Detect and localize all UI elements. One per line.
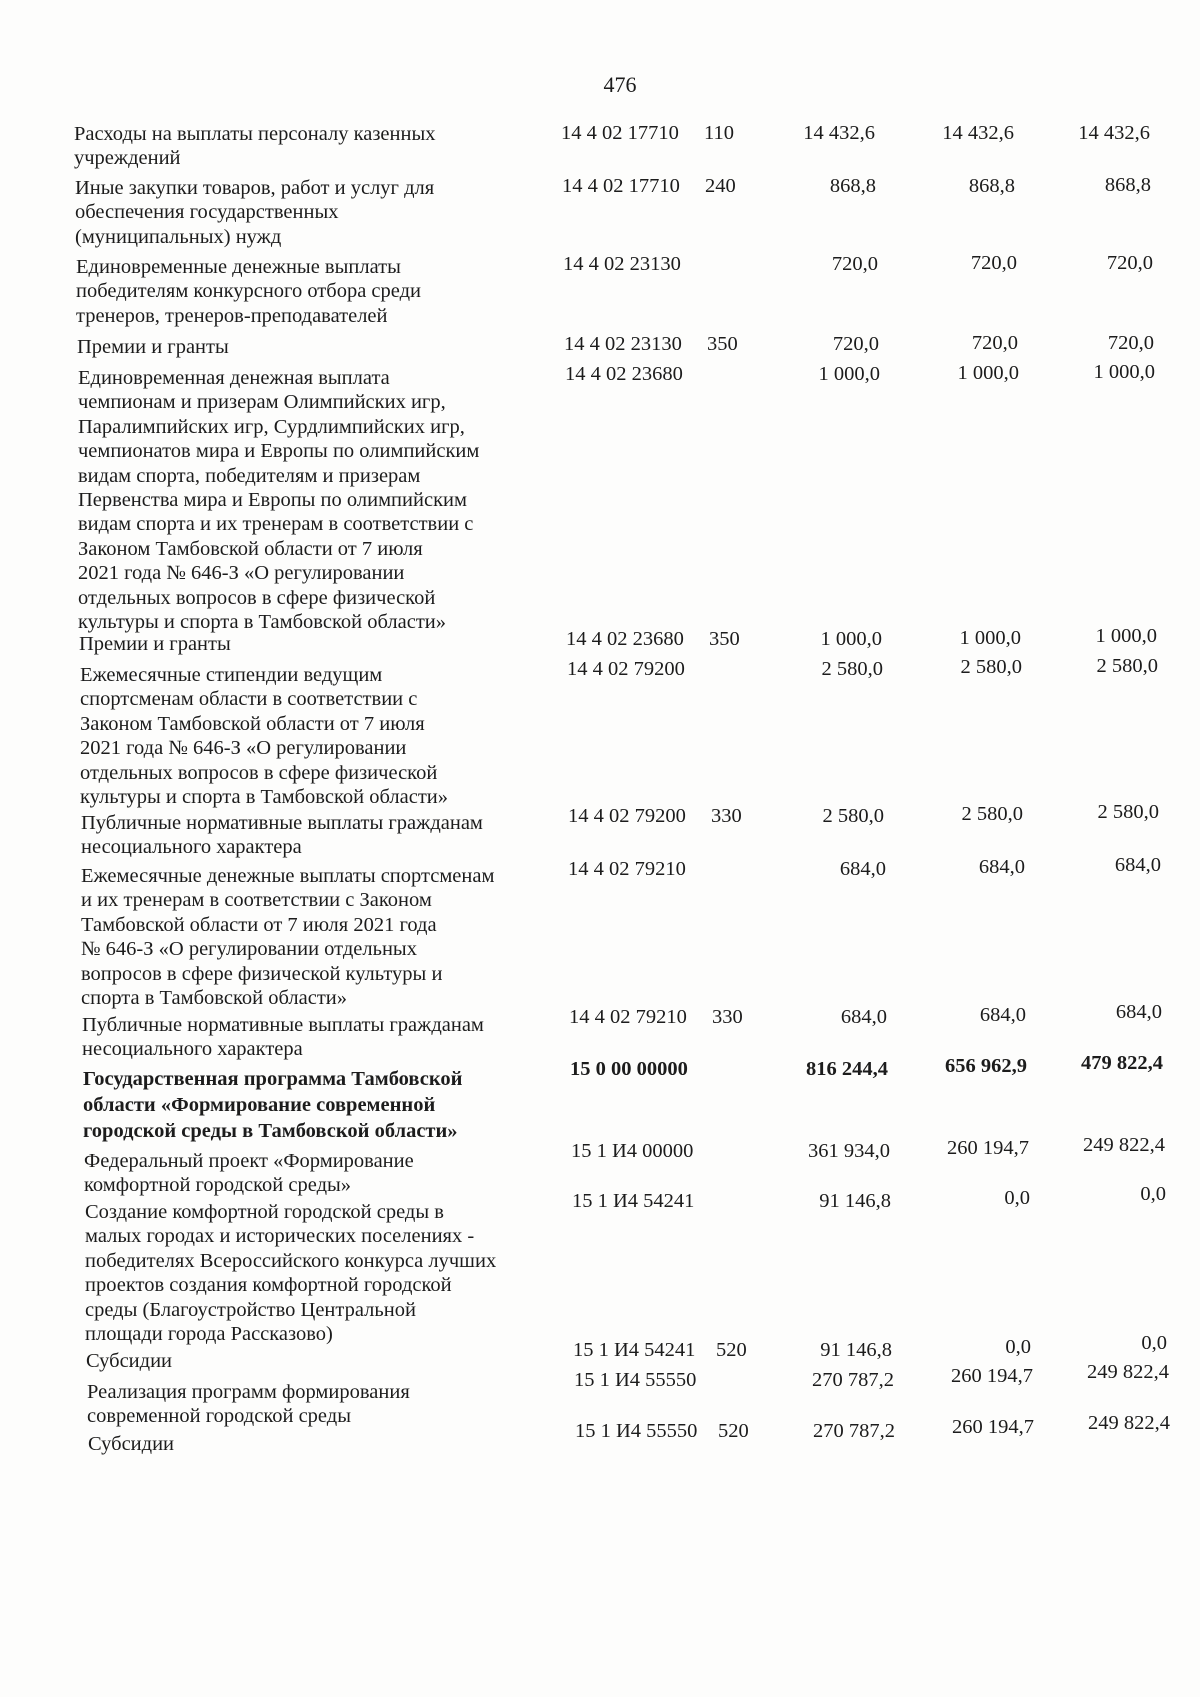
target-article-code: 15 1 И4 00000 [571,1140,694,1162]
target-article-code: 14 4 02 17710 [561,122,679,144]
amount-y2025: 1 000,0 [1095,625,1157,647]
amount-y2023: 270 787,2 [812,1369,894,1391]
expense-name: Создание комфортной городской среды в малых городах и исторических поселениях - победителях Всероссийского конкурса лучших проектов создания комфортной городской среды (Благоустройство Центральной площади города Рассказово) [85,1201,497,1346]
expense-name: Публичные нормативные выплаты гражданам несоциального характера [82,1014,484,1061]
amount-y2025: 14 432,6 [1078,122,1150,144]
target-article-code: 14 4 02 17710 [562,175,680,197]
expense-type-code: 350 [707,333,738,355]
target-article-code: 14 4 02 79200 [567,658,685,680]
amount-y2023: 1 000,0 [820,628,882,650]
expense-type-code: 520 [716,1339,747,1361]
amount-y2024: 0,0 [1004,1187,1030,1209]
target-article-code: 15 1 И4 55550 [574,1369,697,1391]
amount-y2024: 720,0 [971,332,1018,354]
amount-y2024: 684,0 [978,856,1025,878]
expense-name: Субсидии [88,1433,175,1455]
target-article-code: 14 4 02 79200 [568,805,686,827]
amount-y2025: 2 580,0 [1096,655,1158,677]
amount-y2024: 720,0 [970,252,1017,274]
amount-y2024: 1 000,0 [959,627,1021,649]
amount-y2023: 1 000,0 [818,363,880,385]
amount-y2023: 270 787,2 [813,1420,895,1442]
amount-y2023: 91 146,8 [820,1339,892,1361]
target-article-code: 15 0 00 00000 [570,1058,688,1080]
target-article-code: 14 4 02 23130 [564,333,682,355]
amount-y2025: 0,0 [1141,1332,1167,1354]
amount-y2023: 684,0 [840,1006,887,1028]
amount-y2023: 361 934,0 [808,1140,890,1162]
amount-y2023: 91 146,8 [819,1190,891,1212]
target-article-code: 15 1 И4 54241 [572,1190,695,1212]
target-article-code: 14 4 02 23680 [566,628,684,650]
page-number: 476 [603,72,637,97]
expense-name: Премии и гранты [77,336,229,358]
amount-y2023: 684,0 [839,858,886,880]
target-article-code: 14 4 02 23680 [565,363,683,385]
amount-y2025: 684,0 [1115,1001,1162,1023]
amount-y2023: 14 432,6 [803,122,875,144]
expense-name: Федеральный проект «Формирование комфортной городской среды» [84,1150,414,1197]
target-article-code: 14 4 02 79210 [569,1006,687,1028]
amount-y2024: 1 000,0 [957,362,1019,384]
expense-name: Государственная программа Тамбовской области «Формирование современной городской среды в Тамбовской области» [83,1068,463,1142]
expense-name: Единовременная денежная выплата чемпионам и призерам Олимпийских игр, Паралимпийских игр, Сурдлимпийских игр, чемпионатов мира и Европы по олимпийским видам спорта, победителям и призерам Первенства мира и Европы по олимпийским видам спорта и их тренерам в соответствии с Законом Тамбовской области от 7 июля 2021 года № 646-З «О регулировании отдельных вопросов в сфере физической культуры и спорта в Тамбовской области» [78,367,480,634]
target-article-code: 15 1 И4 55550 [575,1420,698,1442]
expense-type-code: 350 [709,628,740,650]
amount-y2023: 2 580,0 [822,805,884,827]
amount-y2024: 656 962,9 [945,1055,1027,1077]
expense-name: Премии и гранты [79,633,231,655]
amount-y2025: 0,0 [1140,1183,1166,1205]
amount-y2024: 14 432,6 [942,122,1014,144]
amount-y2023: 720,0 [831,253,878,275]
expense-type-code: 520 [718,1420,749,1442]
amount-y2023: 2 580,0 [821,658,883,680]
amount-y2023: 868,8 [829,175,876,197]
amount-y2023: 816 244,4 [806,1058,888,1080]
amount-y2025: 720,0 [1107,332,1154,354]
target-article-code: 15 1 И4 54241 [573,1339,696,1361]
expense-name: Иные закупки товаров, работ и услуг для обеспечения государственных (муниципальных) нужд [75,177,435,248]
amount-y2025: 249 822,4 [1087,1361,1169,1383]
amount-y2025: 684,0 [1114,854,1161,876]
target-article-code: 14 4 02 23130 [563,253,681,275]
amount-y2025: 249 822,4 [1088,1412,1170,1434]
amount-y2024: 260 194,7 [951,1365,1033,1387]
amount-y2025: 2 580,0 [1097,801,1159,823]
amount-y2024: 2 580,0 [960,656,1022,678]
amount-y2025: 868,8 [1104,174,1151,196]
amount-y2024: 684,0 [979,1004,1026,1026]
expense-type-code: 240 [705,175,736,197]
amount-y2024: 2 580,0 [961,803,1023,825]
amount-y2023: 720,0 [832,333,879,355]
expense-name: Ежемесячные денежные выплаты спортсменам и их тренерам в соответствии с Законом Тамбовской области от 7 июля 2021 года № 646-З «О регулировании отдельных вопросов в сфере физической культуры и спорта в Тамбовской области» [81,865,495,1010]
expense-name: Публичные нормативные выплаты гражданам несоциального характера [81,812,483,859]
expense-type-code: 330 [711,805,742,827]
target-article-code: 14 4 02 79210 [568,858,686,880]
expense-name: Единовременные денежные выплаты победителям конкурсного отбора среди тренеров, тренеров-преподавателей [76,256,421,327]
amount-y2024: 260 194,7 [952,1416,1034,1438]
expense-name: Субсидии [86,1350,173,1372]
amount-y2025: 249 822,4 [1083,1134,1165,1156]
amount-y2025: 479 822,4 [1081,1052,1163,1074]
amount-y2025: 1 000,0 [1093,361,1155,383]
expense-name: Реализация программ формирования современной городской среды [87,1381,410,1428]
expense-type-code: 330 [712,1006,743,1028]
expense-type-code: 110 [704,122,734,144]
amount-y2025: 720,0 [1106,252,1153,274]
expense-name: Ежемесячные стипендии ведущим спортсменам области в соответствии с Законом Тамбовской области от 7 июля 2021 года № 646-З «О регулировании отдельных вопросов в сфере физической культуры и спорта в Тамбовской области» [80,664,448,809]
amount-y2024: 0,0 [1005,1336,1031,1358]
expense-name: Расходы на выплаты персоналу казенных учреждений [74,123,436,170]
amount-y2024: 260 194,7 [947,1137,1029,1159]
amount-y2024: 868,8 [968,175,1015,197]
